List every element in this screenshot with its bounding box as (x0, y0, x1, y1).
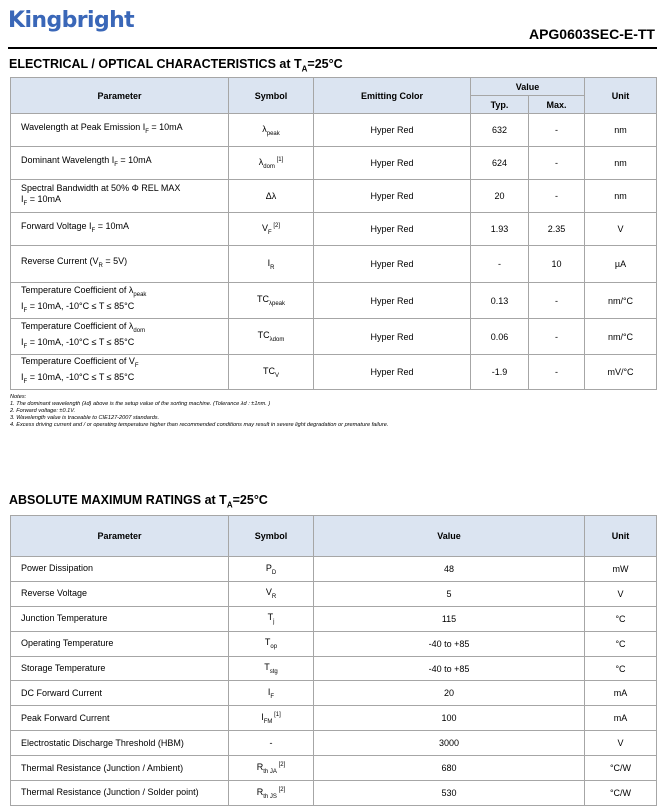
param-condition: = 5V) (102, 256, 128, 267)
unit-cell: nm/°C (585, 319, 657, 355)
typ-value-cell: 0.06 (471, 319, 529, 355)
param-subscript-2: F (23, 307, 28, 314)
abs-unit-cell: °C/W (585, 781, 657, 806)
abs-symbol-subscript: j (273, 619, 275, 626)
abs-header-symbol: Symbol (229, 516, 314, 557)
electrical-title-prefix: ELECTRICAL / OPTICAL CHARACTERISTICS at T (9, 57, 302, 71)
max-value-cell: 2.35 (529, 213, 585, 246)
table-row (11, 781, 657, 806)
abs-symbol-text: T (264, 662, 270, 673)
note-4: 4. Excess driving current and / or operating temperature higher than recommended conditions may result in severe light degradation or premature failure. (10, 422, 389, 428)
param-line-2 (21, 194, 224, 210)
abs-param-cell: Reverse Voltage (11, 581, 229, 606)
header-unit: Unit (585, 78, 657, 114)
header-rule (8, 47, 657, 49)
symbol-text: TC (256, 294, 269, 305)
typ-value-cell: - (471, 246, 529, 283)
symbol-cell (229, 213, 314, 246)
param-condition: = 10mA (148, 122, 183, 133)
symbol-note: [1] (274, 156, 284, 163)
symbol-note: [2] (271, 222, 281, 229)
absolute-section-title (9, 493, 268, 510)
note-2: 2. Forward voltage: ±0.1V. (10, 408, 76, 414)
param-condition-2: = 10mA, -10°C ≤ T ≤ 85°C (27, 372, 135, 382)
abs-symbol-subscript: th JS (263, 793, 277, 800)
param-subscript: F (91, 227, 96, 234)
table-row (11, 557, 657, 582)
param-subscript: F (145, 128, 149, 135)
param-subscript: R (98, 262, 103, 269)
part-number: APG0603SEC-E-TT (528, 26, 655, 42)
table-row (11, 246, 657, 283)
symbol-subscript: dom (263, 163, 275, 170)
abs-symbol-note: [1] (272, 711, 281, 718)
param-line-1 (21, 221, 224, 237)
abs-value-cell: 48 (314, 557, 585, 582)
unit-cell: µA (585, 246, 657, 283)
symbol-subscript: R (270, 264, 275, 271)
abs-symbol-cell (229, 706, 314, 731)
param-cell (11, 246, 229, 283)
param-line-1 (21, 155, 224, 171)
max-value-cell: - (529, 319, 585, 355)
table-row (11, 631, 657, 656)
abs-header-parameter: Parameter (11, 516, 229, 557)
param-line-1 (21, 285, 224, 301)
table-row (11, 114, 657, 147)
abs-unit-cell: mA (585, 706, 657, 731)
abs-symbol-text: T (267, 612, 274, 623)
symbol-subscript: V (274, 372, 279, 379)
note-heading: Notes: (10, 394, 27, 400)
param-subscript: F (134, 363, 139, 369)
table-row (11, 213, 657, 246)
abs-param-cell: Junction Temperature (11, 606, 229, 631)
max-value-cell: - (529, 147, 585, 180)
param-text: Temperature Coefficient of λ (21, 284, 134, 295)
param-text-2: I (21, 300, 24, 311)
abs-symbol-text: V (265, 587, 272, 598)
abs-unit-cell: mA (585, 681, 657, 706)
abs-symbol-text: P (265, 562, 272, 573)
abs-value-cell: 100 (314, 706, 585, 731)
param-subscript: F (114, 161, 118, 168)
param-subscript: peak (133, 291, 147, 298)
abs-symbol-cell (229, 606, 314, 631)
symbol-text: TC (262, 365, 275, 376)
emitting-color-cell: Hyper Red (314, 180, 471, 213)
abs-symbol-cell (229, 557, 314, 582)
absolute-title-prefix: ABSOLUTE MAXIMUM RATINGS at T (9, 493, 227, 507)
abs-unit-cell: °C (585, 631, 657, 656)
abs-param-cell: Peak Forward Current (11, 706, 229, 731)
symbol-cell (229, 147, 314, 180)
abs-symbol-cell (229, 631, 314, 656)
symbol-subscript: λdom (269, 336, 285, 343)
abs-value-cell: 5 (314, 581, 585, 606)
param-condition: = 10mA (117, 155, 152, 166)
abs-unit-cell: V (585, 581, 657, 606)
unit-cell: nm/°C (585, 283, 657, 319)
table-row (11, 581, 657, 606)
param-condition-2: = 10mA, -10°C ≤ T ≤ 85°C (27, 300, 135, 311)
abs-symbol-cell (229, 681, 314, 706)
param-subscript-2: F (23, 200, 28, 207)
abs-param-cell: Electrostatic Discharge Threshold (HBM) (11, 731, 229, 756)
symbol-text: Δλ (265, 191, 277, 201)
table-row (11, 180, 657, 213)
abs-value-cell: 3000 (314, 731, 585, 756)
param-text: Dominant Wavelength I (21, 155, 115, 166)
table-row (11, 355, 657, 390)
abs-unit-cell: °C (585, 656, 657, 681)
param-text: Reverse Current (V (21, 256, 99, 267)
table-row (11, 706, 657, 731)
symbol-cell (229, 246, 314, 283)
abs-symbol-note: [2] (276, 761, 286, 768)
abs-unit-cell: V (585, 731, 657, 756)
abs-value-cell: -40 to +85 (314, 656, 585, 681)
abs-unit-cell: °C/W (585, 756, 657, 781)
emitting-color-cell: Hyper Red (314, 213, 471, 246)
table-row (11, 681, 657, 706)
electrical-characteristics-table (10, 77, 657, 390)
abs-value-cell: 115 (314, 606, 585, 631)
abs-param-cell: Thermal Resistance (Junction / Ambient) (11, 756, 229, 781)
abs-symbol-cell (229, 581, 314, 606)
note-3: 3. Wavelength value is traceable to CIE127-2007 standards. (10, 415, 160, 421)
emitting-color-cell: Hyper Red (314, 283, 471, 319)
header-symbol: Symbol (229, 78, 314, 114)
param-cell (11, 355, 229, 390)
unit-cell: mV/°C (585, 355, 657, 390)
param-text-2: I (21, 193, 24, 204)
header-typ: Typ. (471, 96, 529, 114)
symbol-cell (229, 283, 314, 319)
param-text-2: I (21, 336, 24, 347)
max-value-cell: - (529, 355, 585, 390)
abs-symbol-subscript: stg (269, 668, 278, 675)
table-row (11, 319, 657, 355)
abs-symbol-text: - (269, 738, 273, 749)
max-value-cell: - (529, 283, 585, 319)
electrical-title-suffix: =25°C (307, 57, 343, 71)
param-condition: = 10mA (95, 221, 129, 232)
param-line-1 (21, 122, 224, 138)
abs-symbol-subscript: th JA (263, 768, 277, 775)
max-value-cell: - (529, 114, 585, 147)
symbol-cell (229, 180, 314, 213)
abs-param-cell: Thermal Resistance (Junction / Solder point) (11, 781, 229, 806)
abs-symbol-text: R (256, 761, 264, 772)
abs-symbol-subscript: R (271, 594, 277, 601)
symbol-subscript: peak (266, 130, 280, 137)
abs-value-cell: 20 (314, 681, 585, 706)
param-cell (11, 319, 229, 355)
absolute-title-sub: A (226, 500, 233, 510)
symbol-cell (229, 319, 314, 355)
param-line-1 (21, 183, 224, 194)
abs-symbol-note: [2] (276, 786, 286, 793)
typ-value-cell: -1.9 (471, 355, 529, 390)
table-row (11, 606, 657, 631)
symbol-text: I (267, 257, 271, 268)
page-header (0, 0, 665, 52)
param-text: Forward Voltage I (21, 221, 92, 232)
abs-symbol-subscript: D (271, 569, 277, 576)
symbol-cell (229, 114, 314, 147)
electrical-section-title (9, 57, 343, 74)
typ-value-cell: 632 (471, 114, 529, 147)
param-cell (11, 147, 229, 180)
param-text-2: I (21, 372, 24, 382)
abs-unit-cell: mW (585, 557, 657, 582)
abs-symbol-cell (229, 756, 314, 781)
emitting-color-cell: Hyper Red (314, 246, 471, 283)
unit-cell: nm (585, 147, 657, 180)
absolute-maximum-ratings-table (10, 515, 657, 806)
param-condition-2: = 10mA (27, 193, 61, 204)
abs-symbol-text: I (261, 711, 264, 722)
symbol-text: V (261, 222, 268, 233)
header-max: Max. (529, 96, 585, 114)
abs-symbol-text: I (267, 687, 271, 697)
max-value-cell: 10 (529, 246, 585, 283)
param-condition-2: = 10mA, -10°C ≤ T ≤ 85°C (27, 336, 135, 347)
emitting-color-cell: Hyper Red (314, 355, 471, 390)
emitting-color-cell: Hyper Red (314, 147, 471, 180)
abs-symbol-cell (229, 781, 314, 806)
typ-value-cell: 624 (471, 147, 529, 180)
abs-symbol-subscript: op (270, 644, 278, 651)
abs-symbol-text: T (264, 637, 271, 648)
param-subscript-2: F (23, 343, 28, 350)
param-line-1 (21, 356, 224, 372)
symbol-text: λ (262, 123, 267, 134)
typ-value-cell: 20 (471, 180, 529, 213)
abs-param-cell: Operating Temperature (11, 631, 229, 656)
abs-header-unit: Unit (585, 516, 657, 557)
symbol-text: λ (258, 156, 264, 167)
param-cell (11, 180, 229, 213)
param-line-2 (21, 337, 224, 353)
unit-cell: V (585, 213, 657, 246)
electrical-title-sub: A (301, 64, 308, 74)
header-value: Value (471, 78, 585, 96)
abs-symbol-subscript: F (270, 693, 275, 700)
abs-header-value: Value (314, 516, 585, 557)
unit-cell: nm (585, 114, 657, 147)
abs-value-cell: 530 (314, 781, 585, 806)
param-subscript-2: F (23, 378, 28, 385)
max-value-cell: - (529, 180, 585, 213)
param-line-1 (21, 256, 224, 272)
abs-value-cell: -40 to +85 (314, 631, 585, 656)
symbol-text: TC (257, 330, 270, 341)
abs-value-cell: 680 (314, 756, 585, 781)
table-row (11, 731, 657, 756)
param-line-1 (21, 321, 224, 337)
symbol-cell (229, 355, 314, 390)
abs-param-cell: Power Dissipation (11, 557, 229, 582)
abs-symbol-subscript: FM (263, 718, 273, 725)
emitting-color-cell: Hyper Red (314, 114, 471, 147)
abs-symbol-cell (229, 731, 314, 756)
abs-symbol-cell (229, 656, 314, 681)
param-line-2 (21, 372, 224, 388)
param-line-2 (21, 301, 224, 317)
param-cell (11, 213, 229, 246)
symbol-subscript: F (268, 229, 272, 236)
brand-logo: Kingbright (8, 8, 135, 33)
header-parameter: Parameter (11, 78, 229, 114)
abs-symbol-text: R (256, 786, 264, 797)
abs-param-cell: Storage Temperature (11, 656, 229, 681)
param-text: Temperature Coefficient of λ (21, 320, 134, 331)
note-1: 1. The dominant wavelength (λd) above is the setup value of the sorting machine. (Tolerance λd : ±1nm. ) (10, 401, 271, 407)
absolute-title-suffix: =25°C (232, 493, 268, 507)
param-text: Spectral Bandwidth at 50% Φ REL MAX (21, 182, 181, 193)
electrical-notes (10, 394, 388, 429)
emitting-color-cell: Hyper Red (314, 319, 471, 355)
param-subscript: dom (133, 327, 146, 334)
typ-value-cell: 0.13 (471, 283, 529, 319)
param-text: Wavelength at Peak Emission I (21, 122, 146, 133)
abs-unit-cell: °C (585, 606, 657, 631)
table-row (11, 656, 657, 681)
param-text: Temperature Coefficient of V (21, 356, 135, 367)
typ-value-cell: 1.93 (471, 213, 529, 246)
table-row (11, 283, 657, 319)
param-cell (11, 283, 229, 319)
abs-param-cell: DC Forward Current (11, 681, 229, 706)
param-cell (11, 114, 229, 147)
symbol-subscript: λpeak (268, 300, 285, 307)
unit-cell: nm (585, 180, 657, 213)
header-emitting-color: Emitting Color (314, 78, 471, 114)
table-row (11, 147, 657, 180)
table-row (11, 756, 657, 781)
